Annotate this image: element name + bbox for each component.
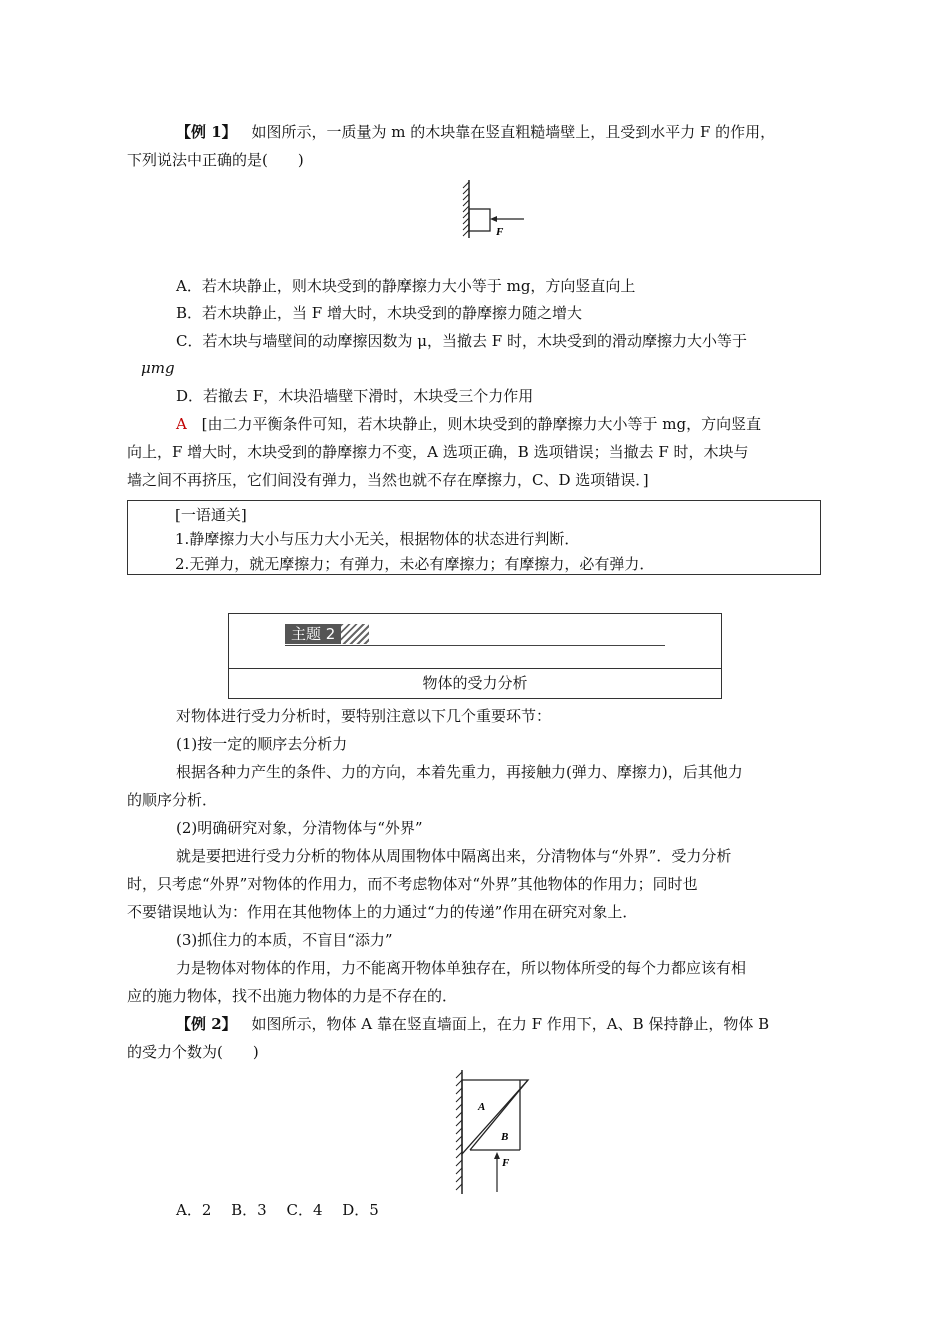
example2-figure-f-label: F [502,1157,510,1169]
example1-option-d: D．若撤去 F，木块沿墙壁下滑时，木块受三个力作用 [176,387,534,405]
body-para-1-line2: 的顺序分析． [127,791,218,809]
example1-stem-line2: 下列说法中正确的是( ) [127,151,304,169]
summary-title: [一语通关] [175,506,247,524]
summary-item-2: 2.无弹力，就无摩擦力；有弹力，未必有摩擦力；有摩擦力，必有弹力． [175,555,655,573]
example1-option-b: B．若木块静止，当 F 增大时，木块受到的静摩擦力随之增大 [176,304,582,322]
example1-option-a: A．若木块静止，则木块受到的静摩擦力大小等于 mg，方向竖直向上 [176,277,636,295]
topic-box [228,613,722,699]
topic-badge-stripes [341,624,369,644]
example1-figure-f-label: F [496,226,504,238]
example2-stem-line2: 的受力个数为( ) [127,1043,259,1061]
body-para-2-line3: 不要错误地认为：作用在其他物体上的力通过“力的传递”作用在研究对象上． [127,903,638,921]
example2-figure-a-label: A [478,1101,486,1113]
example1-analysis-line1: [由二力平衡条件可知，若木块静止，则木块受到的静摩擦力大小等于 mg，方向竖直 [201,415,762,433]
summary-item-1: 1.静摩擦力大小与压力大小无关，根据物体的状态进行判断． [175,530,580,548]
example1-option-c-line1: C．若木块与墙壁间的动摩擦因数为 μ，当撤去 F 时，木块受到的滑动摩擦力大小等于 [176,332,747,350]
example1-option-c-line2: μmg [141,359,175,377]
body-heading-2: (2)明确研究对象，分清物体与“外界” [176,819,423,837]
example1-analysis-line3: 墙之间不再挤压，它们间没有弹力，当然也就不存在摩擦力，C、D 选项错误．] [127,471,649,489]
example2-label: 【例 2】 [176,1015,237,1033]
topic-title: 物体的受力分析 [422,674,528,692]
example1-stem-line1: 如图所示，一质量为 m 的木块靠在竖直粗糙墙壁上，且受到水平力 F 的作用， [251,123,776,141]
body-para-1-line1: 根据各种力产生的条件、力的方向，本着先重力，再接触力(弹力、摩擦力)，后其他力 [176,763,743,781]
example2-stem-line1: 如图所示，物体 A 靠在竖直墙面上，在力 F 作用下，A、B 保持静止，物体 B [251,1015,770,1033]
example1-label: 【例 1】 [176,123,237,141]
body-intro: 对物体进行受力分析时，要特别注意以下几个重要环节： [176,707,552,725]
body-para-2-line2: 时，只考虑“外界”对物体的作用力，而不考虑物体对“外界”其他物体的作用力；同时也 [127,875,698,893]
example2-figure [448,1068,538,1196]
example1-answer: A [176,415,187,433]
example2-options: A．2 B．3 C．4 D．5 [176,1201,379,1219]
body-heading-1: (1)按一定的顺序去分析力 [176,735,348,753]
summary-box [127,500,821,575]
body-heading-3: (3)抓住力的本质，不盲目“添力” [176,931,393,949]
body-para-3-line1: 力是物体对物体的作用，力不能离开物体单独存在，所以物体所受的每个力都应该有相 [176,959,747,977]
example1-analysis-line2: 向上，F 增大时，木块受到的静摩擦力不变，A 选项正确，B 选项错误；当撤去 F 时，木块与 [127,443,749,461]
topic-badge: 主题 2 [285,624,341,644]
topic-divider [229,668,721,669]
topic-rule [285,645,665,646]
body-para-2-line1: 就是要把进行受力分析的物体从周围物体中隔离出来，分清物体与“外界”．受力分析 [176,847,732,865]
example2-figure-b-label: B [501,1131,509,1143]
example1-figure [452,178,532,240]
body-para-3-line2: 应的施力物体，找不出施力物体的力是不存在的． [127,987,458,1005]
